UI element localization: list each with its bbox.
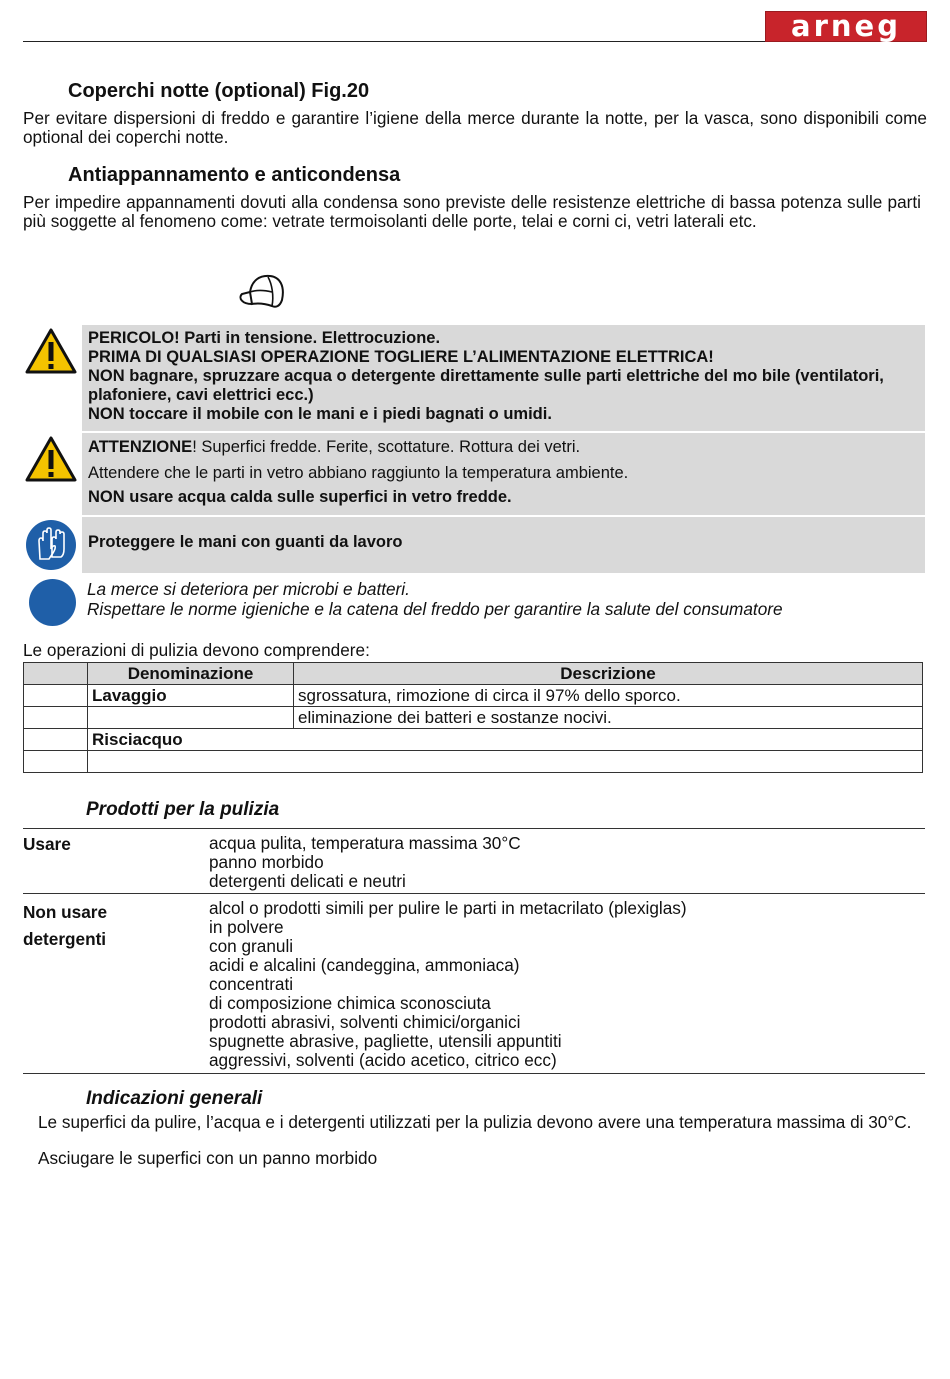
list-item: concentrati (209, 974, 294, 994)
row-desc: eliminazione dei batteri e sostanze nocivi. (294, 707, 923, 729)
list-item: detergenti delicati e neutri (209, 871, 406, 891)
column-header: Denominazione (88, 663, 294, 685)
brand-logo: arneg (765, 11, 927, 42)
gloves-notice (23, 517, 925, 573)
header-rule (23, 41, 765, 42)
divider (23, 1073, 925, 1074)
attention-line-2: Attendere che le parti in vetro abbiano raggiunto la temperatura ambiente. (88, 464, 629, 482)
list-item: con granuli (209, 936, 294, 956)
gloves-icon (25, 519, 77, 576)
list-item: di composizione chimica sconosciuta (209, 993, 491, 1013)
row-name: Risciacquo (88, 729, 923, 751)
row-name (88, 707, 294, 729)
danger-warning (23, 325, 925, 431)
attention-line-3: NON usare acqua calda sulle superfici in vetro fredde. (88, 488, 512, 506)
anticondensation-text: Per impedire appannamenti dovuti alla condensa sono previste delle resistenze elettriche di bassa potenza sulle parti più soggette al fenomeno come: vetrate termoisolanti delle porte, telai e corni ci, vetri laterali etc. (23, 192, 921, 231)
row-name: Lavaggio (88, 685, 294, 707)
warning-triangle-icon (25, 435, 77, 488)
list-item: prodotti abrasivi, solventi chimici/organici (209, 1012, 521, 1032)
list-item: acidi e alcalini (candeggina, ammoniaca) (209, 955, 520, 975)
dont-use-list (209, 899, 687, 1070)
table-row (24, 729, 923, 751)
danger-line-3: NON bagnare, spruzzare acqua o detergente direttamente sulle parti elettriche del mo bile (ventilatori, plafoniere, cavi elettrici ecc.) (88, 367, 884, 404)
cap-icon (236, 272, 288, 317)
dont-use-label-line-2: detergenti (23, 929, 107, 949)
cleaning-table (23, 662, 923, 773)
list-item: aggressivi, solventi (acido acetico, citrico ecc) (209, 1050, 557, 1070)
hygiene-line-1: La merce si deteriora per microbi e batteri. (87, 579, 410, 599)
row-desc: sgrossatura, rimozione di circa il 97% dello sporco. (294, 685, 923, 707)
hygiene-notice (23, 577, 925, 627)
divider (23, 828, 925, 829)
list-item: in polvere (209, 917, 284, 937)
general-line-1: Le superfici da pulire, l’acqua e i detergenti utilizzati per la pulizia devono avere una temperatura massima di 30°C. (38, 1112, 912, 1132)
table-row (24, 685, 923, 707)
danger-line-4: NON toccare il mobile con le mani e i piedi bagnati o umidi. (88, 405, 552, 423)
use-list (209, 834, 521, 891)
general-line-2: Asciugare le superfici con un panno morbido (38, 1148, 378, 1168)
attention-label: ATTENZIONE (88, 438, 193, 456)
danger-line-1: PERICOLO! Parti in tensione. Elettrocuzione. (88, 329, 441, 347)
night-covers-text: Per evitare dispersioni di freddo e garantire l’igiene della merce durante la notte, per la vasca, sono disponibili come optional dei coperchi notte. (23, 108, 927, 147)
section-title-night-covers: Coperchi notte (optional) Fig.20 (68, 80, 370, 102)
general-title: Indicazioni generali (86, 1088, 263, 1109)
attention-warning (23, 433, 925, 515)
dont-use-label-line-1: Non usare (23, 902, 108, 922)
section-title-anticondensation: Antiappannamento e anticondensa (68, 164, 401, 186)
list-item: alcol o prodotti simili per pulire le parti in metacrilato (plexiglas) (209, 898, 687, 918)
table-row (24, 707, 923, 729)
divider (23, 893, 925, 894)
danger-line-2: PRIMA DI QUALSIASI OPERAZIONE TOGLIERE L’ALIMENTAZIONE ELETTRICA! (88, 348, 714, 366)
list-item: panno morbido (209, 852, 324, 872)
list-item: acqua pulita, temperatura massima 30°C (209, 833, 521, 853)
mandatory-icon (29, 579, 76, 626)
row-desc (88, 751, 923, 773)
gloves-text: Proteggere le mani con guanti da lavoro (82, 517, 925, 573)
table-row (24, 751, 923, 773)
cleaning-intro: Le operazioni di pulizia devono comprendere: (23, 640, 370, 660)
use-label: Usare (23, 834, 71, 854)
attention-line-1: ! Superfici fredde. Ferite, scottature. Rottura dei vetri. (192, 438, 581, 456)
dont-use-label (23, 899, 107, 953)
hygiene-line-2: Rispettare le norme igieniche e la catena del freddo per garantire la salute del consumatore (87, 599, 783, 619)
warning-triangle-icon (25, 327, 77, 380)
column-header: Descrizione (294, 663, 923, 685)
list-item: spugnette abrasive, pagliette, utensili appuntiti (209, 1031, 562, 1051)
products-title: Prodotti per la pulizia (86, 799, 280, 820)
